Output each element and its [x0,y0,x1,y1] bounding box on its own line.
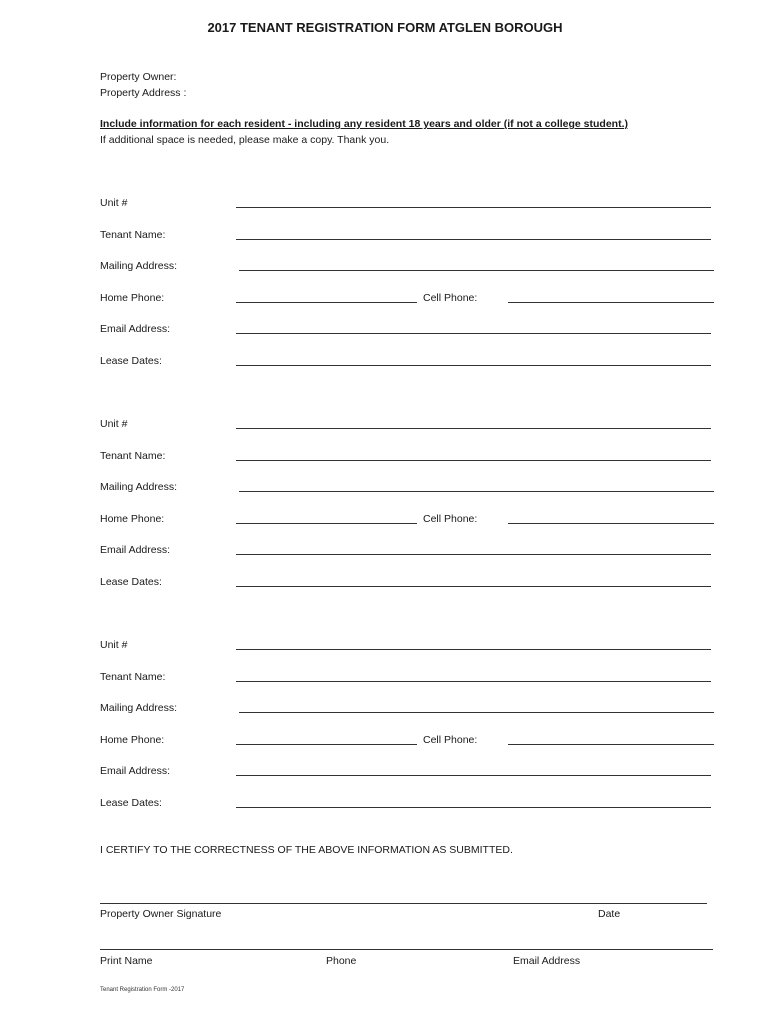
tenant-field-line[interactable] [236,460,711,461]
mailing-field-line[interactable] [239,270,714,271]
mailing-label: Mailing Address: [100,481,178,494]
home-phone-field-line[interactable] [236,302,417,303]
email-field-line[interactable] [236,775,711,776]
print-name-label: Print Name [100,955,153,967]
cell-phone-label: Cell Phone: [423,512,478,525]
cell-phone-field-line[interactable] [508,523,714,524]
unit-label: Unit # [100,418,128,430]
instruction-text: Include information for each resident - including any resident 18 years and older (if not a college student.) [100,118,629,130]
home-phone-field-line[interactable] [236,744,417,745]
unit-field-line[interactable] [236,207,711,208]
tenant-label: Tenant Name: [100,228,166,241]
unit-label: Unit # [100,197,128,209]
tenant-field-line[interactable] [236,681,711,682]
email-address-label: Email Address [513,955,581,967]
certify-statement: I CERTIFY TO THE CORRECTNESS OF THE ABOVE INFORMATION AS SUBMITTED. [100,844,513,856]
email-label: Email Address: [100,323,171,336]
owner-signature-label: Property Owner Signature [100,908,222,920]
mailing-label: Mailing Address: [100,702,178,715]
home-phone-label: Home Phone: [100,733,165,746]
cell-phone-field-line[interactable] [508,302,714,303]
lease-field-line[interactable] [236,586,711,587]
home-phone-label: Home Phone: [100,291,165,304]
cell-phone-field-line[interactable] [508,744,714,745]
lease-label: Lease Dates: [100,355,162,367]
form-title: 2017 TENANT REGISTRATION FORM ATGLEN BOROUGH [207,20,563,35]
cell-phone-label: Cell Phone: [423,733,478,746]
owner-signature-line[interactable] [100,903,707,904]
print-name-line[interactable] [100,949,713,950]
tenant-label: Tenant Name: [100,449,166,462]
note-text: If additional space is needed, please make a copy. Thank you. [100,134,390,146]
tenant-field-line[interactable] [236,239,711,240]
lease-field-line[interactable] [236,365,711,366]
email-field-line[interactable] [236,554,711,555]
phone-label: Phone [326,955,357,967]
lease-field-line[interactable] [236,807,711,808]
property-owner-label: Property Owner: [100,71,177,83]
lease-label: Lease Dates: [100,576,162,588]
mailing-field-line[interactable] [239,491,714,492]
cell-phone-label: Cell Phone: [423,291,478,304]
email-field-line[interactable] [236,333,711,334]
date-label: Date [598,908,621,920]
mailing-field-line[interactable] [239,712,714,713]
home-phone-label: Home Phone: [100,512,165,525]
footer-text: Tenant Registration Form -2017 [100,987,185,993]
unit-label: Unit # [100,639,128,651]
home-phone-field-line[interactable] [236,523,417,524]
property-address-label: Property Address : [100,87,187,99]
unit-field-line[interactable] [236,428,711,429]
email-label: Email Address: [100,544,171,557]
tenant-label: Tenant Name: [100,670,166,683]
lease-label: Lease Dates: [100,797,162,809]
unit-field-line[interactable] [236,649,711,650]
email-label: Email Address: [100,765,171,778]
mailing-label: Mailing Address: [100,260,178,273]
